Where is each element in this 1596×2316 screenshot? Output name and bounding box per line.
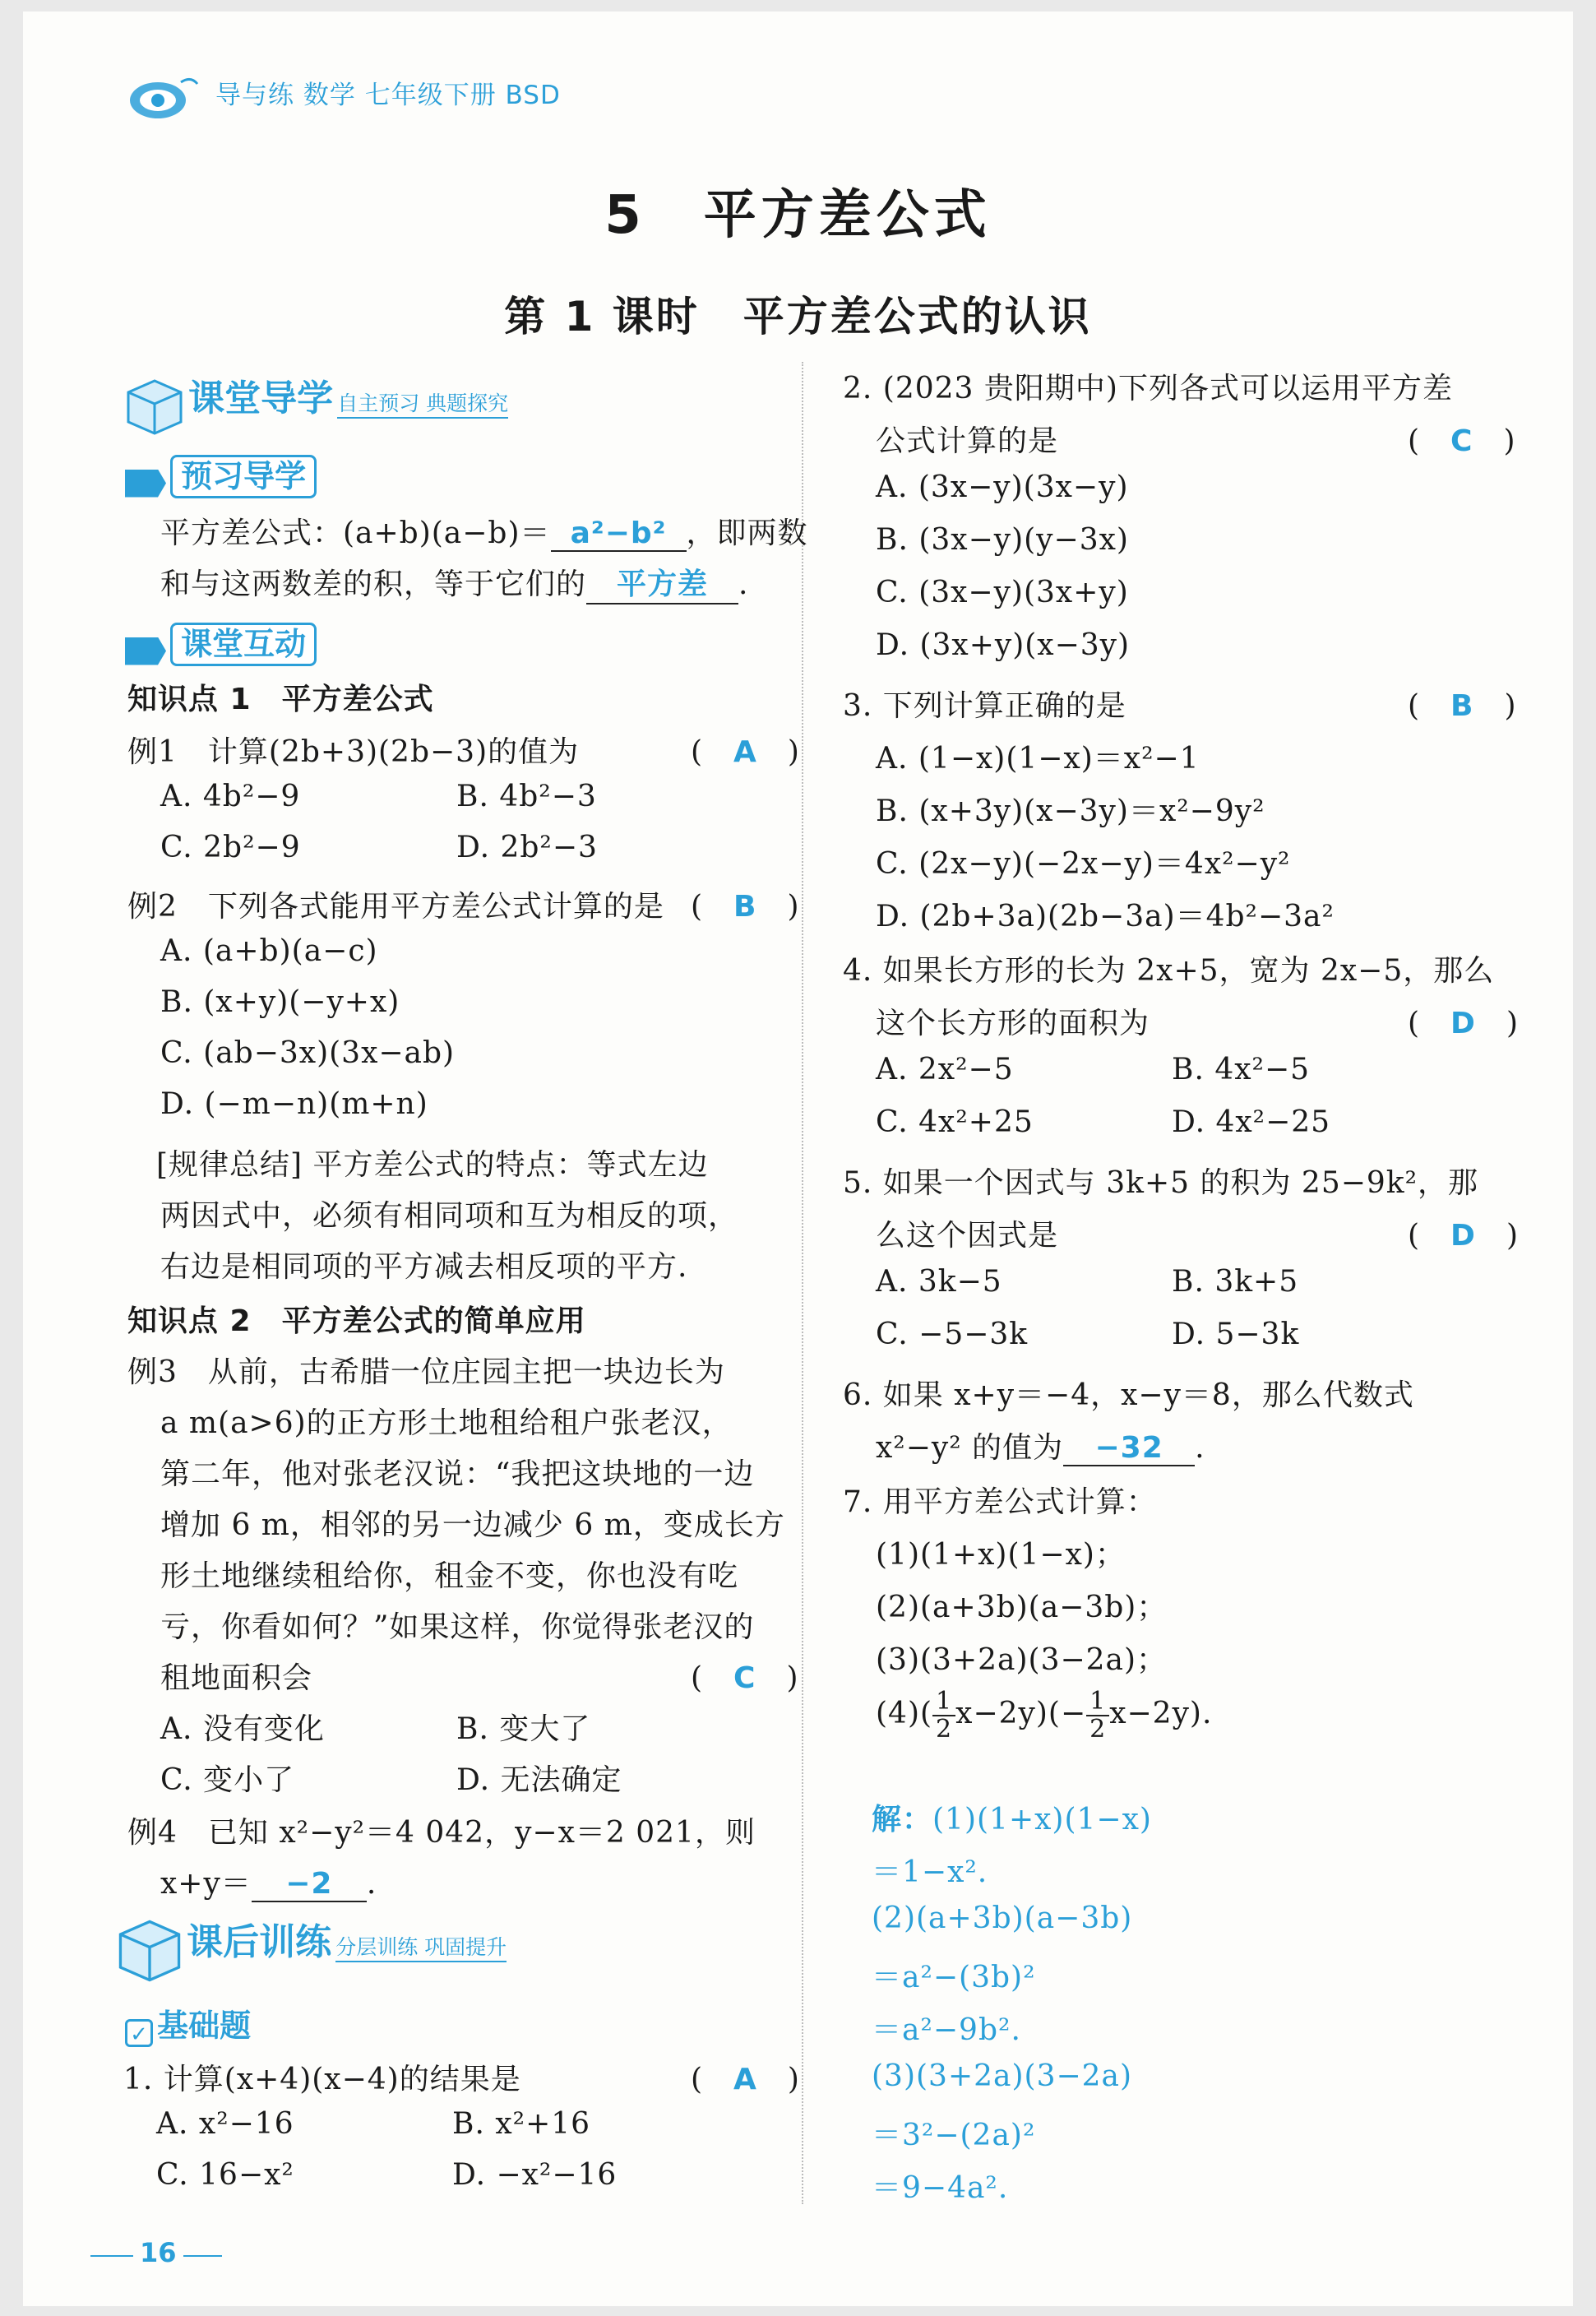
example-3-line-3: 第二年，他对张老汉说：“我把这块地的一边 (160, 1457, 755, 1491)
solution-line-3: (2)(a+3b)(a−3b) (872, 1901, 1133, 1935)
option-a: A. 3k−5 (876, 1265, 1002, 1299)
option-b: B. (x+3y)(x−3y)＝x²−9y² (876, 794, 1265, 828)
solution-line-1 (872, 1796, 1152, 1838)
option-a: A. 4b²−9 (160, 780, 301, 813)
checkbook-icon: ✓ (125, 2019, 153, 2047)
example-3-line-6: 亏，你看如何？”如果这样，你觉得张老汉的 (160, 1610, 755, 1644)
example-2-question: 例2 下列各式能用平方差公式计算的是 (127, 890, 664, 924)
option-b: B. 变大了 (456, 1712, 591, 1746)
text: ，即两数 (686, 516, 808, 550)
page-number: 16 (133, 2237, 183, 2268)
section-title: 课堂导学 (188, 378, 334, 419)
subsection-label: 基础题 (157, 2008, 252, 2044)
solution-line-2: ＝1−x². (872, 1855, 988, 1889)
example-3-line-1: 例3 从前，古希腊一位庄园主把一块边长为 (127, 1355, 725, 1389)
page-title: 5 平方差公式 (604, 185, 992, 246)
solution-line-5: ＝a²−9b². (872, 2013, 1021, 2047)
question-5-line-1: 5. 如果一个因式与 3k+5 的积为 25−9k²，那 (843, 1166, 1479, 1200)
subsection-label: 课堂互动 (170, 623, 317, 666)
text: 平方差公式：(a+b)(a−b)＝ (160, 516, 551, 550)
answer: D (1450, 1219, 1476, 1253)
option-d: D. (3x+y)(x−3y) (876, 628, 1131, 662)
preview-line-2 (160, 561, 748, 604)
option-c: C. 2b²−9 (160, 831, 301, 864)
option-a: A. 2x²−5 (876, 1053, 1014, 1086)
option-b: B. 4x²−5 (1172, 1053, 1311, 1086)
answer-blank: a²−b² (551, 516, 687, 552)
answer-blank: −2 (252, 1867, 367, 1902)
answer-paren: ( B ) (691, 890, 800, 924)
answer-blank: 平方差 (586, 561, 738, 604)
answer-blank: −32 (1063, 1431, 1195, 1466)
answer: A (733, 2063, 757, 2096)
example-1-question: 例1 计算(2b+3)(2b−3)的值为 (127, 735, 580, 769)
fraction (932, 1688, 955, 1743)
text: x−2y). (1109, 1697, 1213, 1730)
text: . (1195, 1431, 1205, 1465)
option-d: D. (−m−n)(m+n) (160, 1087, 428, 1121)
question-4-line-1: 4. 如果长方形的长为 2x+5，宽为 2x−5，那么 (843, 954, 1495, 988)
text: . (738, 567, 749, 601)
option-b: B. (3x−y)(y−3x) (876, 523, 1129, 557)
text: (1)(1+x)(1−x) (932, 1803, 1152, 1837)
cube-icon (117, 1918, 183, 1984)
denominator: 2 (1089, 1715, 1107, 1744)
question-1: 1. 计算(x+4)(x−4)的结果是 (123, 2063, 521, 2096)
example-3-line-5: 形土地继续租给你，租金不变，你也没有吃 (160, 1559, 739, 1593)
question-7-part-4 (876, 1686, 1212, 1743)
option-a: A. 没有变化 (160, 1712, 325, 1746)
logo-icon (123, 67, 201, 125)
option-b: B. 4b²−3 (456, 780, 597, 813)
option-b: B. (x+y)(−y+x) (160, 985, 400, 1019)
answer-paren: ( C ) (1408, 424, 1516, 458)
section-title: 课后训练 (187, 1921, 332, 1963)
answer: B (733, 890, 757, 924)
option-a: A. x²−16 (156, 2107, 294, 2141)
basic-label (125, 2000, 251, 2047)
question-7-part-1: (1)(1+x)(1−x)； (876, 1538, 1126, 1572)
text: 和与这两数差的积，等于它们的 (160, 567, 587, 601)
tab-marker-icon (125, 637, 166, 665)
answer-paren: ( C ) (691, 1661, 799, 1695)
solution-head: 解： (872, 1803, 933, 1837)
section-classroom-guide (125, 368, 508, 437)
option-d: D. 2b²−3 (456, 831, 598, 864)
column-divider (802, 362, 803, 2204)
header-text: 导与练 数学 七年级下册 BSD (215, 81, 561, 110)
option-c: C. −5−3k (876, 1318, 1029, 1351)
answer: C (733, 1661, 756, 1695)
summary-line-2: 两因式中，必须有相同项和互为相反的项， (160, 1199, 739, 1233)
example-4-line-2 (160, 1860, 377, 1902)
question-2-line-1: 2. (2023 贵阳期中)下列各式可以运用平方差 (843, 372, 1453, 405)
option-d: D. 无法确定 (456, 1763, 622, 1797)
numerator: 1 (1086, 1688, 1109, 1716)
option-d: D. 5−3k (1172, 1318, 1300, 1351)
knowledge-point-1: 知识点 1 平方差公式 (127, 683, 434, 716)
question-7: 7. 用平方差公式计算： (843, 1485, 1157, 1519)
cube-icon (125, 378, 184, 437)
option-c: C. 4x²+25 (876, 1105, 1034, 1139)
answer-paren: ( A ) (691, 2063, 800, 2096)
lesson-subtitle: 第 1 课时 平方差公式的认识 (504, 293, 1092, 340)
section-after-class (117, 1912, 507, 1984)
option-d: D. (2b+3a)(2b−3a)＝4b²−3a² (876, 900, 1335, 933)
option-b: B. 3k+5 (1172, 1265, 1299, 1299)
knowledge-point-2: 知识点 2 平方差公式的简单应用 (127, 1304, 586, 1338)
solution-line-7: ＝3²−(2a)² (872, 2119, 1036, 2152)
answer-paren: ( A ) (691, 735, 800, 769)
subsection-label: 预习导学 (170, 455, 317, 498)
question-3: 3. 下列计算正确的是 (843, 689, 1126, 723)
example-3-line-7: 租地面积会 (160, 1661, 313, 1695)
option-a: A. (1−x)(1−x)＝x²−1 (876, 742, 1200, 776)
answer-paren: ( D ) (1408, 1007, 1519, 1040)
answer: D (1450, 1007, 1476, 1040)
question-4-line-2: 这个长方形的面积为 (876, 1007, 1150, 1040)
option-a: A. (3x−y)(3x−y) (876, 470, 1129, 504)
question-2-line-2: 公式计算的是 (876, 424, 1059, 458)
tab-marker-icon (125, 470, 166, 498)
section-subtitle: 分层训练 巩固提升 (335, 1935, 507, 1962)
question-5-line-2: 么这个因式是 (876, 1219, 1059, 1253)
answer: C (1450, 424, 1473, 458)
answer: A (733, 735, 757, 769)
option-c: C. (ab−3x)(3x−ab) (160, 1036, 456, 1070)
text: x+y＝ (160, 1867, 252, 1901)
answer: B (1450, 689, 1474, 723)
denominator: 2 (936, 1715, 953, 1744)
solution-line-6: (3)(3+2a)(3−2a) (872, 2059, 1133, 2093)
text: x−2y)(− (955, 1697, 1087, 1730)
text: . (366, 1867, 377, 1901)
question-7-part-3: (3)(3+2a)(3−2a)； (876, 1643, 1168, 1677)
option-c: C. 16−x² (156, 2158, 294, 2192)
option-c: C. (2x−y)(−2x−y)＝4x²−y² (876, 847, 1291, 881)
preview-label (125, 451, 317, 498)
question-7-part-2: (2)(a+3b)(a−3b)； (876, 1591, 1168, 1624)
solution-line-8: ＝9−4a². (872, 2171, 1009, 2205)
option-a: A. (a+b)(a−c) (160, 934, 378, 968)
question-6-line-1: 6. 如果 x+y＝−4，x−y＝8，那么代数式 (843, 1378, 1414, 1412)
text: (4)( (876, 1697, 933, 1730)
example-3-line-2: a m(a>6)的正方形土地租给租户张老汉， (160, 1406, 733, 1440)
example-4-line-1: 例4 已知 x²−y²＝4 042，y−x＝2 021，则 (127, 1816, 756, 1850)
text: x²−y² 的值为 (876, 1431, 1064, 1465)
example-3-line-4: 增加 6 m，相邻的另一边减少 6 m，变成长方 (160, 1508, 785, 1542)
solution-line-4: ＝a²−(3b)² (872, 1961, 1036, 1994)
option-c: C. 变小了 (160, 1763, 295, 1797)
summary-line-3: 右边是相同项的平方减去相反项的平方. (160, 1250, 688, 1284)
section-subtitle: 自主预习 典题探究 (337, 391, 508, 419)
answer-paren: ( D ) (1408, 1219, 1519, 1253)
option-c: C. (3x−y)(3x+y) (876, 576, 1129, 609)
numerator: 1 (932, 1688, 955, 1716)
preview-line-1 (160, 510, 808, 552)
question-6-line-2 (876, 1424, 1205, 1466)
summary-line-1: [规律总结] 平方差公式的特点：等式左边 (156, 1148, 709, 1182)
answer-paren: ( B ) (1408, 689, 1517, 723)
interaction-label (125, 618, 317, 665)
option-d: D. −x²−16 (452, 2158, 618, 2192)
option-b: B. x²+16 (452, 2107, 591, 2141)
fraction (1086, 1688, 1109, 1743)
option-d: D. 4x²−25 (1172, 1105, 1331, 1139)
